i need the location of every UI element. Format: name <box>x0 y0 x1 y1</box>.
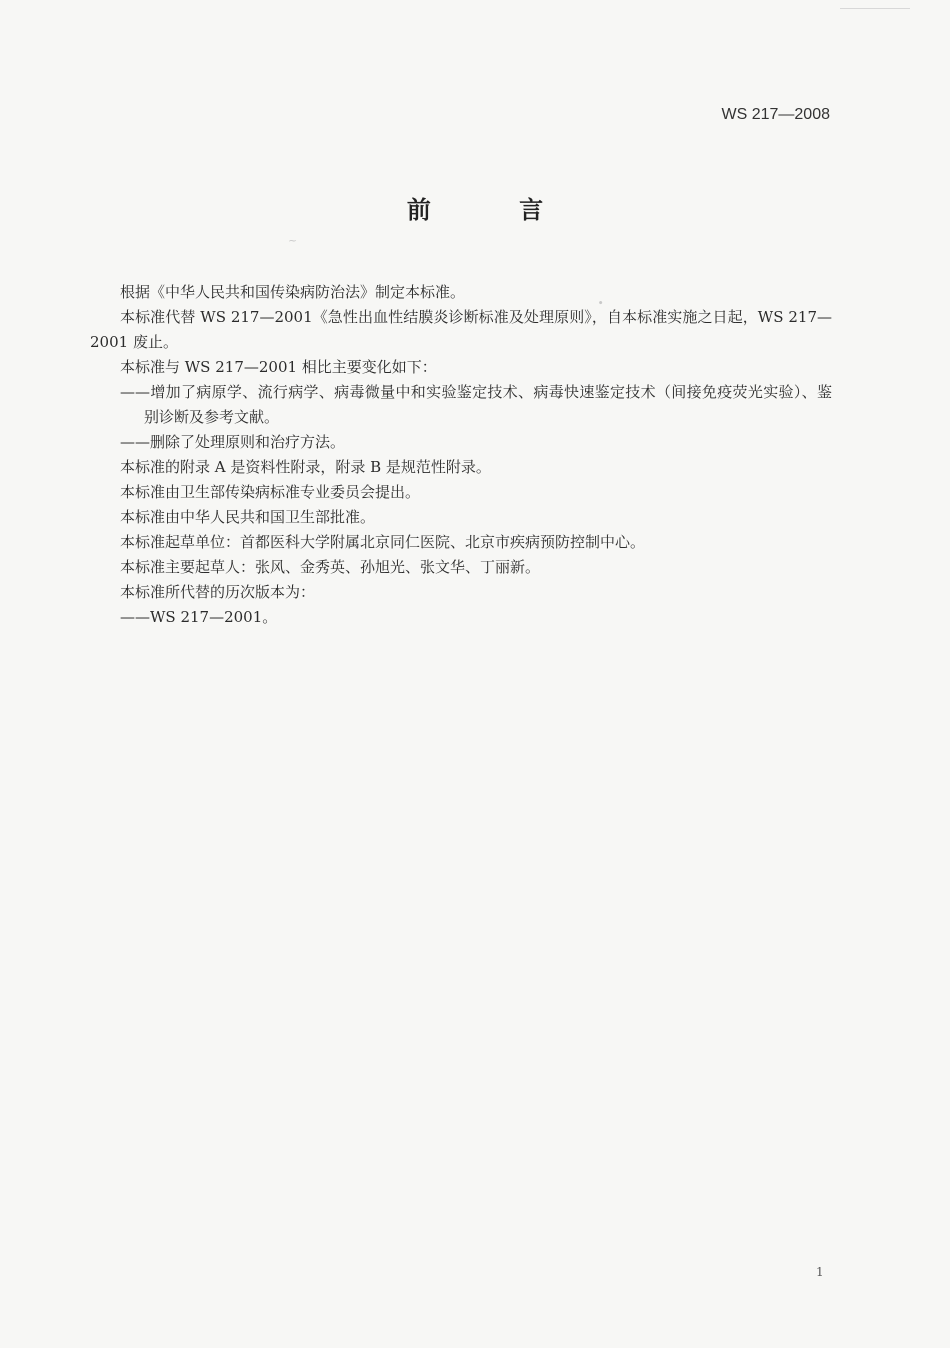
scan-speck: ~ <box>288 234 298 247</box>
paragraph-replacement: 本标准代替 WS 217—2001《急性出血性结膜炎诊断标准及处理原则》，自本标准实施之日起，WS 217—2001 废止。 <box>90 308 832 351</box>
paragraph-approver: 本标准由中华人民共和国卫生部批准。 <box>120 508 376 526</box>
change-item-removed: ——删除了处理原则和治疗方法。 <box>120 433 346 451</box>
page-title: 前 言 <box>406 196 584 224</box>
paragraph-previous-versions: 本标准所代替的历次版本为： <box>120 583 316 601</box>
paragraph-legal-basis: 根据《中华人民共和国传染病防治法》制定本标准。 <box>120 283 466 301</box>
paragraph-appendix: 本标准的附录 A 是资料性附录，附录 B 是规范性附录。 <box>120 458 491 476</box>
paragraph-changes-intro: 本标准与 WS 217—2001 相比主要变化如下： <box>120 358 437 376</box>
paragraph-drafters: 本标准主要起草人：张风、金秀英、孙旭光、张文华、丁丽新。 <box>120 558 541 576</box>
document-code: WS 217—2008 <box>721 106 830 123</box>
previous-version-item: ——WS 217—2001。 <box>120 608 278 626</box>
paragraph-drafting-units: 本标准起草单位：首都医科大学附属北京同仁医院、北京市疾病预防控制中心。 <box>120 533 646 551</box>
paragraph-proposer: 本标准由卫生部传染病标准专业委员会提出。 <box>120 483 421 501</box>
foreword-body <box>90 280 832 630</box>
scan-corner-mark <box>840 0 910 9</box>
scan-speck: ∙ <box>598 296 604 309</box>
change-item-added: ——增加了病原学、流行病学、病毒微量中和实验鉴定技术、病毒快速鉴定技术（间接免疫荧光实验）、鉴别诊断及参考文献。 <box>120 383 832 426</box>
page-number: 1 <box>816 1265 824 1279</box>
